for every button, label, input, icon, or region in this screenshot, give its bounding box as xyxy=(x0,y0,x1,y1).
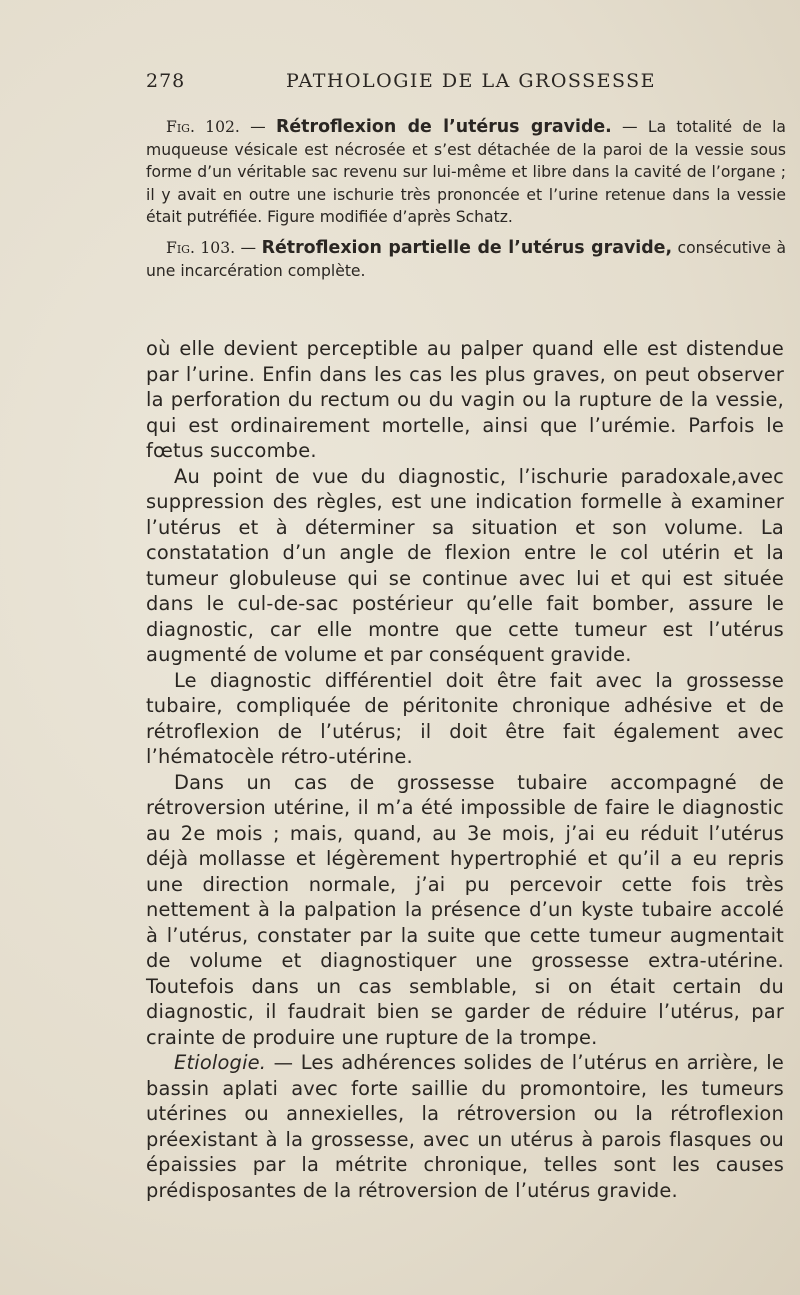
figure-title: Rétroflexion de l’utérus gravide. xyxy=(276,117,612,137)
running-head xyxy=(146,70,786,100)
paragraph: Le diagnostic différentiel doit être fait avec la grossesse tubaire, compliquée de péritonite chronique adhésive et de rétroflexion de l’utérus; il doit être fait également avec l’hématocèle rétro-utérine. xyxy=(146,668,784,768)
caption-text: consécutive à une incarcération complète. xyxy=(146,238,786,280)
section-label: Etiologie. xyxy=(174,1051,267,1074)
figure-captions xyxy=(146,116,786,290)
paragraph: Au point de vue du diagnostic, l’ischurie paradoxale,avec suppression des règles, est une indication formelle à examiner l’utérus et à déterminer sa situation et son volume. La constatation d’un angle de flexion entre le col utérin et la tumeur globuleuse qui se continue avec lui et qui est située dans le cul-de-sac postérieur qu’elle fait bomber, assure le diagnostic, car elle montre que cette tumeur est l’utérus augmenté de volume et par conséquent gravide. xyxy=(146,464,784,666)
running-title: PATHOLOGIE DE LA GROSSESSE xyxy=(286,70,657,92)
page-number: 278 xyxy=(146,70,186,92)
figure-caption-102 xyxy=(146,116,786,229)
paragraph-etiologie xyxy=(146,1050,784,1203)
body-text xyxy=(146,336,784,1203)
figure-label: Fig. 102. xyxy=(166,118,240,136)
caption-dash: — xyxy=(239,118,276,136)
figure-caption-103 xyxy=(146,237,786,282)
paragraph: où elle devient perceptible au palper quand elle est distendue par l’urine. Enfin dans les cas les plus graves, on peut observer la perforation du rectum ou du vagin ou la rupture de la vessie, qui est ordinairement mortelle, ainsi que l’urémie. Parfois le fœtus succombe. xyxy=(146,337,784,462)
caption-text: — La totalité de la muqueuse vésicale est nécrosée et s’est détachée de la paroi de la vessie sous forme d’un véritable sac revenu sur lui-même et libre dans la cavité de l’organe ; il y avait en outre une ischurie très prononcée et l’urine retenue dans la vessie était putréfiée. Figure modifiée d’après Schatz. xyxy=(146,118,786,227)
paragraph-text: — Les adhérences solides de l’utérus en arrière, le bassin aplati avec forte saillie du promontoire, les tumeurs utérines ou annexielles, la rétroversion ou la rétroflexion préexistant à la grossesse, avec un utérus à parois flasques ou épaissies par la métrite chronique, telles sont les causes prédisposantes de la rétroversion de l’utérus gravide. xyxy=(146,1051,784,1202)
figure-title: Rétroflexion partielle de l’utérus gravide, xyxy=(261,237,673,258)
paragraph: Dans un cas de grossesse tubaire accompagné de rétroversion utérine, il m’a été impossible de faire le diagnostic au 2e mois ; mais, quand, au 3e mois, j’ai eu réduit l’utérus déjà mollasse et légèrement hypertrophié et qu’il a eu repris une direction normale, j’ai pu percevoir cette fois très nettement à la palpation la présence d’un kyste tubaire accolé à l’utérus, constater par la suite que cette tumeur augmentait de volume et diagnostiquer une grossesse extra-utérine. Toutefois dans un cas semblable, si on était certain du diagnostic, il faudrait bien se garder de réduire l’utérus, par crainte de produire une rupture de la trompe. xyxy=(146,770,784,1049)
caption-dash: — xyxy=(235,238,262,257)
figure-label: Fig. 103. xyxy=(166,238,236,257)
